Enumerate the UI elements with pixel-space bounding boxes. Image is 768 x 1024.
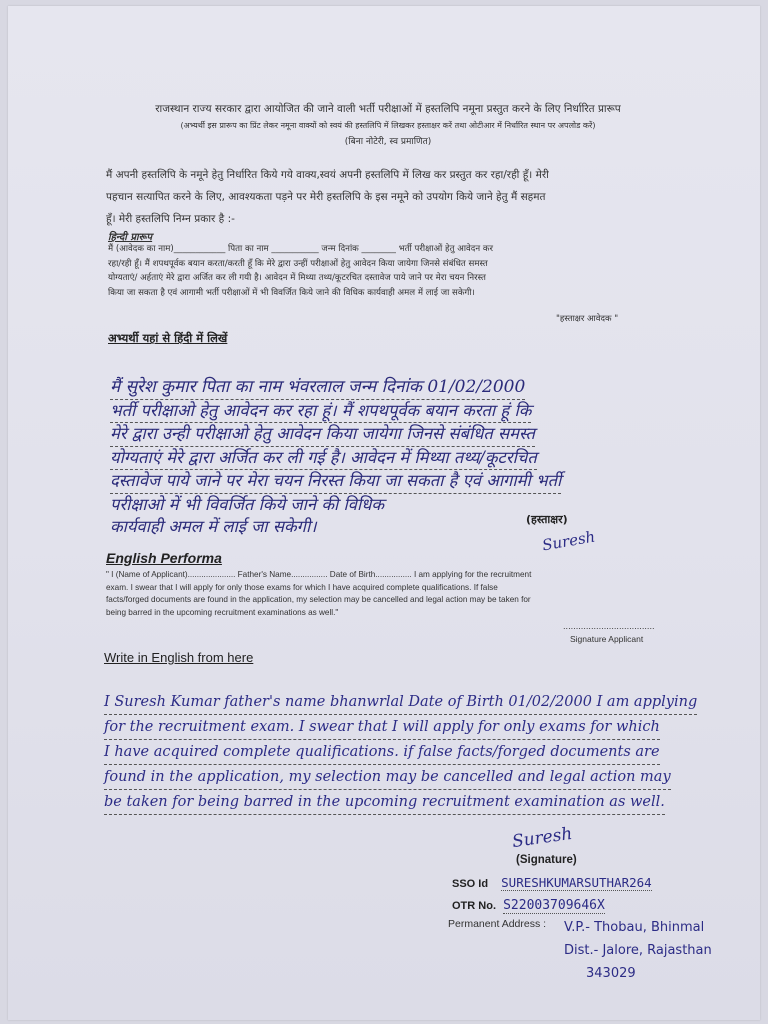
english-handwriting-line: I have acquired complete qualifications. if false facts/forged documents are — [104, 740, 660, 765]
english-performa-line: " I (Name of Applicant)..................... Father's Name................ Date of Birth................ I am applying for the recruitment — [106, 570, 532, 579]
sso-id-label: SSO Id — [452, 878, 489, 890]
hindi-performa-line: मैं (आवेदक का नाम)____________ पिता का नाम ___________ जन्म दिनांक ________ भर्ती परीक्षाओं हेतु आवेदन कर — [108, 244, 493, 254]
hindi-handwriting-line: मेरे द्वारा उन्ही परीक्षाओ हेतु आवेदन किया जायेगा जिनसे संबंधित समस्त — [110, 423, 535, 447]
hindi-signature-label: (हस्ताक्षर) — [526, 513, 568, 526]
document-subtitle: (अभ्यर्थी इस प्रारूप का प्रिंट लेकर नमूना वाक्यों को स्वयं की हस्तलिपि में लिखकर हस्ताक्षर करें तथा ओटीआर में निर्धारित स्थान पर अपलोड करें) — [180, 121, 596, 130]
hindi-write-heading: अभ्यर्थी यहां से हिंदी में लिखें — [108, 331, 228, 345]
english-performa-line: being barred in the upcoming recruitment examinations as well." — [106, 607, 339, 617]
permanent-address-value — [564, 916, 712, 985]
hindi-performa-line: योग्यताएं/ अर्हताएं मेरे द्वारा अर्जित कर ली गयी है। आवेदन में मिथ्या तथ्य/कूटरचित दस्तावेज पाये जाने पर मेरा चयन निरस्त — [108, 273, 486, 283]
hindi-handwriting-line: योग्यताएं मेरे द्वारा अर्जित कर ली गई है। आवेदन में मिथ्या तथ्य/कूटरचित — [110, 447, 537, 471]
english-signature-applicant-label: Signature Applicant — [570, 634, 644, 644]
english-write-heading: Write in English from here — [104, 650, 254, 665]
hindi-performa-heading: हिन्दी प्रारूप — [108, 232, 153, 243]
hindi-handwriting-block — [110, 376, 750, 539]
permanent-address-label: Permanent Address : — [448, 918, 547, 930]
hindi-performa-line: रहा/रही हूँ। मैं शपथपूर्वक बयान करता/करती हूँ कि मेरे द्वारा उन्हीं परीक्षाओं हेतु आवेदन किया जायेगा जिनसे संबंधित समस्त — [108, 258, 488, 269]
english-performa-text — [106, 569, 666, 619]
sso-id-row — [452, 872, 652, 891]
document-note: (बिना नोटेरी, स्व प्रमाणित) — [344, 137, 432, 147]
hindi-handwriting-line: परीक्षाओ में भी विवर्जित किये जाने की विधिक — [110, 494, 385, 514]
english-signature-dots: .................................... — [563, 622, 655, 631]
otr-no-label: OTR No. — [452, 900, 496, 912]
hindi-signature-applicant-label: "हस्ताक्षर आवेदक " — [556, 314, 619, 324]
english-handwriting-line: found in the application, my selection may be cancelled and legal action may — [104, 765, 671, 790]
intro-line: पहचान सत्यापित करने के लिए, आवश्यकता पड़ने पर मेरी हस्तलिपि के इस नमूने को उपयोग किये जाने हेतु मैं सहमत — [106, 191, 546, 203]
english-handwriting-line: for the recruitment exam. I swear that I will apply for only exams for which — [104, 715, 660, 740]
document-page — [8, 6, 760, 1020]
english-performa-line: facts/forged documents are found in the application, my selection may be cancelled and legal action may be taken for — [106, 595, 531, 604]
otr-no-row — [452, 894, 605, 913]
english-performa-heading: English Performa — [106, 550, 222, 566]
english-handwriting-line: I Suresh Kumar father's name bhanwrlal Date of Birth 01/02/2000 I am applying — [104, 690, 697, 715]
document-title: राजस्थान राज्य सरकार द्वारा आयोजित की जाने वाली भर्ती परीक्षाओं में हस्तलिपि नमूना प्रस्तुत करने के लिए निर्धारित प्रारूप — [155, 103, 621, 115]
address-line: V.P.- Thobau, Bhinmal — [564, 920, 705, 935]
hindi-handwriting-line: मैं सुरेश कुमार पिता का नाम भंवरलाल जन्म दिनांक 01/02/2000 — [110, 376, 525, 400]
sso-id-value: SURESHKUMARSUTHAR264 — [501, 875, 652, 890]
hindi-handwriting-line: भर्ती परीक्षाओ हेतु आवेदन कर रहा हूं। मैं शपथपूर्वक बयान करता हूं कि — [110, 400, 531, 424]
hindi-performa-text — [108, 242, 668, 300]
address-line: 343029 — [586, 966, 636, 981]
otr-no-value: S22003709646X — [503, 898, 605, 913]
signature-label: (Signature) — [516, 854, 577, 866]
hindi-handwriting-line: दस्तावेज पाये जाने पर मेरा चयन निरस्त किया जा सकता है एवं आगामी भर्ती — [110, 470, 561, 494]
intro-paragraph — [106, 164, 686, 230]
english-performa-line: exam. I swear that I will apply for only those exams for which I have acquired complete qualifications. If false — [106, 582, 498, 592]
final-signature: Suresh — [510, 823, 574, 853]
address-line: Dist.- Jalore, Rajasthan — [564, 943, 712, 958]
hindi-handwriting-line: कार्यवाही अमल में लाई जा सकेगी। — [110, 517, 317, 536]
hindi-signature: Suresh — [540, 527, 597, 555]
hindi-performa-line: किया जा सकता है एवं आगामी भर्ती परीक्षाओं में भी विवर्जित किये जाने की विधिक कार्यवाही अमल में लाई जा सकेगी। — [108, 287, 475, 298]
english-handwriting-line: be taken for being barred in the upcoming recruitment examination as well. — [104, 790, 665, 815]
english-handwriting-block — [104, 690, 764, 815]
intro-line: मैं अपनी हस्तलिपि के नमूने हेतु निर्धारित किये गये वाक्य,स्वयं अपनी हस्तलिपि में लिख कर प्रस्तुत कर रहा/रही हूँ। मेरी — [106, 169, 549, 181]
intro-line: हूँ। मेरी हस्तलिपि निम्न प्रकार है :- — [106, 213, 235, 225]
